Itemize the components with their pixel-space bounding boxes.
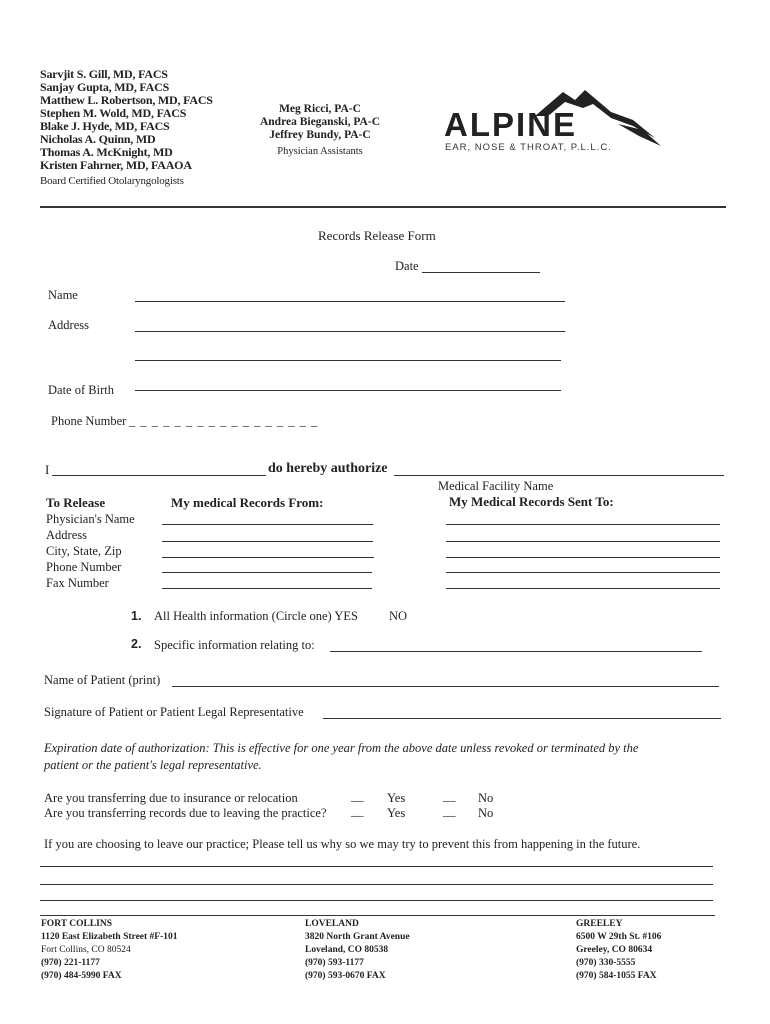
item-1-no[interactable]: NO — [389, 609, 408, 623]
field-label: Physician's Name — [46, 512, 135, 526]
signature-label: Signature of Patient or Patient Legal Representative — [44, 705, 304, 719]
physician-name: Stephen M. Wold, MD, FACS — [40, 106, 187, 120]
item-2-number: 2. — [131, 637, 142, 651]
field-label: Address — [46, 528, 87, 542]
q2-yes-label: Yes — [387, 806, 406, 820]
office-city: Greeley, CO 80634 — [576, 945, 653, 955]
field-label: Phone Number — [46, 560, 122, 574]
item-1-text: All Health information (Circle one) YES — [154, 609, 358, 623]
address-label: Address — [48, 318, 89, 332]
office-phone: (970) 221-1177 — [41, 958, 100, 968]
physician-name: Sarvjit S. Gill, MD, FACS — [40, 67, 168, 81]
physician-name: Thomas A. McKnight, MD — [40, 145, 173, 159]
q2-yes-blank[interactable]: __ — [351, 804, 364, 818]
expiration-text: Expiration date of authorization: This is effective for one year from the above date unless revoked or terminated by the — [44, 741, 639, 755]
question-leaving: Are you transferring records due to leaving the practice? — [44, 806, 327, 820]
reason-line-2[interactable] — [40, 884, 713, 885]
records-sent-to-heading: My Medical Records Sent To: — [449, 494, 614, 509]
office-loveland — [305, 918, 410, 983]
address-field[interactable] — [135, 331, 565, 332]
from-city-field[interactable] — [162, 557, 374, 558]
from-physician-field[interactable] — [162, 524, 373, 525]
pa-name: Jeffrey Bundy, PA-C — [269, 129, 371, 141]
pa-name: Andrea Bieganski, PA-C — [259, 116, 380, 128]
i-label: I — [45, 462, 50, 477]
physician-name: Sanjay Gupta, MD, FACS — [40, 80, 170, 94]
q2-no-blank[interactable]: __ — [443, 804, 456, 818]
physician-name: Blake J. Hyde, MD, FACS — [40, 119, 170, 133]
office-name: FORT COLLINS — [41, 919, 113, 929]
to-city-field[interactable] — [446, 557, 720, 558]
patient-name-label: Name of Patient (print) — [44, 673, 161, 687]
address-field-line-2[interactable] — [135, 360, 561, 361]
board-certified-label: Board Certified Otolaryngologists — [40, 175, 184, 187]
reason-line-3[interactable] — [40, 900, 713, 901]
office-phone: (970) 330-5555 — [576, 958, 636, 968]
to-phone-field[interactable] — [446, 572, 720, 573]
physician-name: Matthew L. Robertson, MD, FACS — [40, 93, 213, 107]
form-title: Records Release Form — [318, 228, 436, 243]
q1-yes-blank[interactable]: __ — [351, 789, 364, 803]
office-fax: (970) 484-5990 FAX — [41, 971, 122, 981]
leave-prompt: If you are choosing to leave our practice; Please tell us why so we may try to prevent this from happening in the future. — [44, 837, 641, 851]
from-phone-field[interactable] — [162, 572, 372, 573]
phone-label: Phone Number — [51, 414, 127, 428]
pa-name: Meg Ricci, PA-C — [279, 103, 361, 115]
to-release-heading: To Release — [46, 495, 106, 510]
office-address: 6500 W 29th St. #106 — [576, 932, 662, 942]
date-field[interactable] — [422, 272, 540, 273]
header-divider — [40, 206, 726, 208]
to-address-field[interactable] — [446, 541, 720, 542]
office-name: GREELEY — [576, 919, 623, 929]
specific-info-field[interactable] — [330, 651, 702, 652]
to-fax-field[interactable] — [446, 588, 720, 589]
dob-field[interactable] — [135, 390, 561, 391]
office-city: Fort Collins, CO 80524 — [41, 945, 131, 955]
office-greeley — [576, 918, 661, 983]
from-address-field[interactable] — [162, 541, 373, 542]
logo-wordmark: ALPINE — [444, 106, 578, 143]
office-name: LOVELAND — [305, 919, 359, 929]
office-address: 1120 East Elizabeth Street #F-101 — [41, 932, 178, 942]
medical-facility-field[interactable] — [394, 475, 724, 476]
item-1-number: 1. — [131, 609, 142, 623]
name-field[interactable] — [135, 301, 565, 302]
physician-name: Nicholas A. Quinn, MD — [40, 132, 156, 146]
office-phone: (970) 593-1177 — [305, 958, 364, 968]
phone-field[interactable]: _ _ _ _ _ _ _ _ _ _ _ _ _ _ _ _ _ — [129, 414, 319, 428]
physician-assistant-list — [255, 103, 385, 158]
to-physician-field[interactable] — [446, 524, 720, 525]
pa-label: Physician Assistants — [277, 146, 363, 157]
authorize-text: do hereby authorize — [268, 461, 388, 476]
office-address: 3820 North Grant Avenue — [305, 932, 410, 942]
field-label: Fax Number — [46, 576, 109, 590]
q1-no-blank[interactable]: __ — [443, 789, 456, 803]
patient-name-field[interactable] — [172, 686, 719, 687]
item-2-text: Specific information relating to: — [154, 638, 315, 652]
signature-field[interactable] — [323, 718, 721, 719]
logo-subtitle: EAR, NOSE & THROAT, P.L.L.C. — [445, 142, 612, 153]
name-label: Name — [48, 288, 78, 302]
office-city: Loveland, CO 80538 — [305, 945, 389, 955]
physician-name: Kristen Fahrner, MD, FAAOA — [40, 158, 192, 172]
office-fax: (970) 593-0670 FAX — [305, 971, 386, 981]
reason-line-1[interactable] — [40, 866, 713, 867]
footer-divider — [40, 915, 715, 916]
question-insurance: Are you transferring due to insurance or relocation — [44, 791, 298, 805]
office-fax: (970) 584-1055 FAX — [576, 971, 657, 981]
expiration-text-2: patient or the patient's legal representative. — [44, 758, 262, 772]
q2-no-label: No — [478, 806, 494, 820]
physician-list — [40, 68, 213, 188]
from-fax-field[interactable] — [162, 588, 372, 589]
office-fort-collins — [41, 918, 178, 983]
records-from-heading: My medical Records From: — [171, 495, 324, 510]
q1-no-label: No — [478, 791, 494, 805]
dob-label: Date of Birth — [48, 383, 114, 397]
patient-authorize-field[interactable] — [52, 475, 266, 476]
medical-facility-label: Medical Facility Name — [438, 479, 554, 493]
date-label: Date — [395, 259, 419, 273]
field-label: City, State, Zip — [46, 544, 122, 558]
q1-yes-label: Yes — [387, 791, 406, 805]
